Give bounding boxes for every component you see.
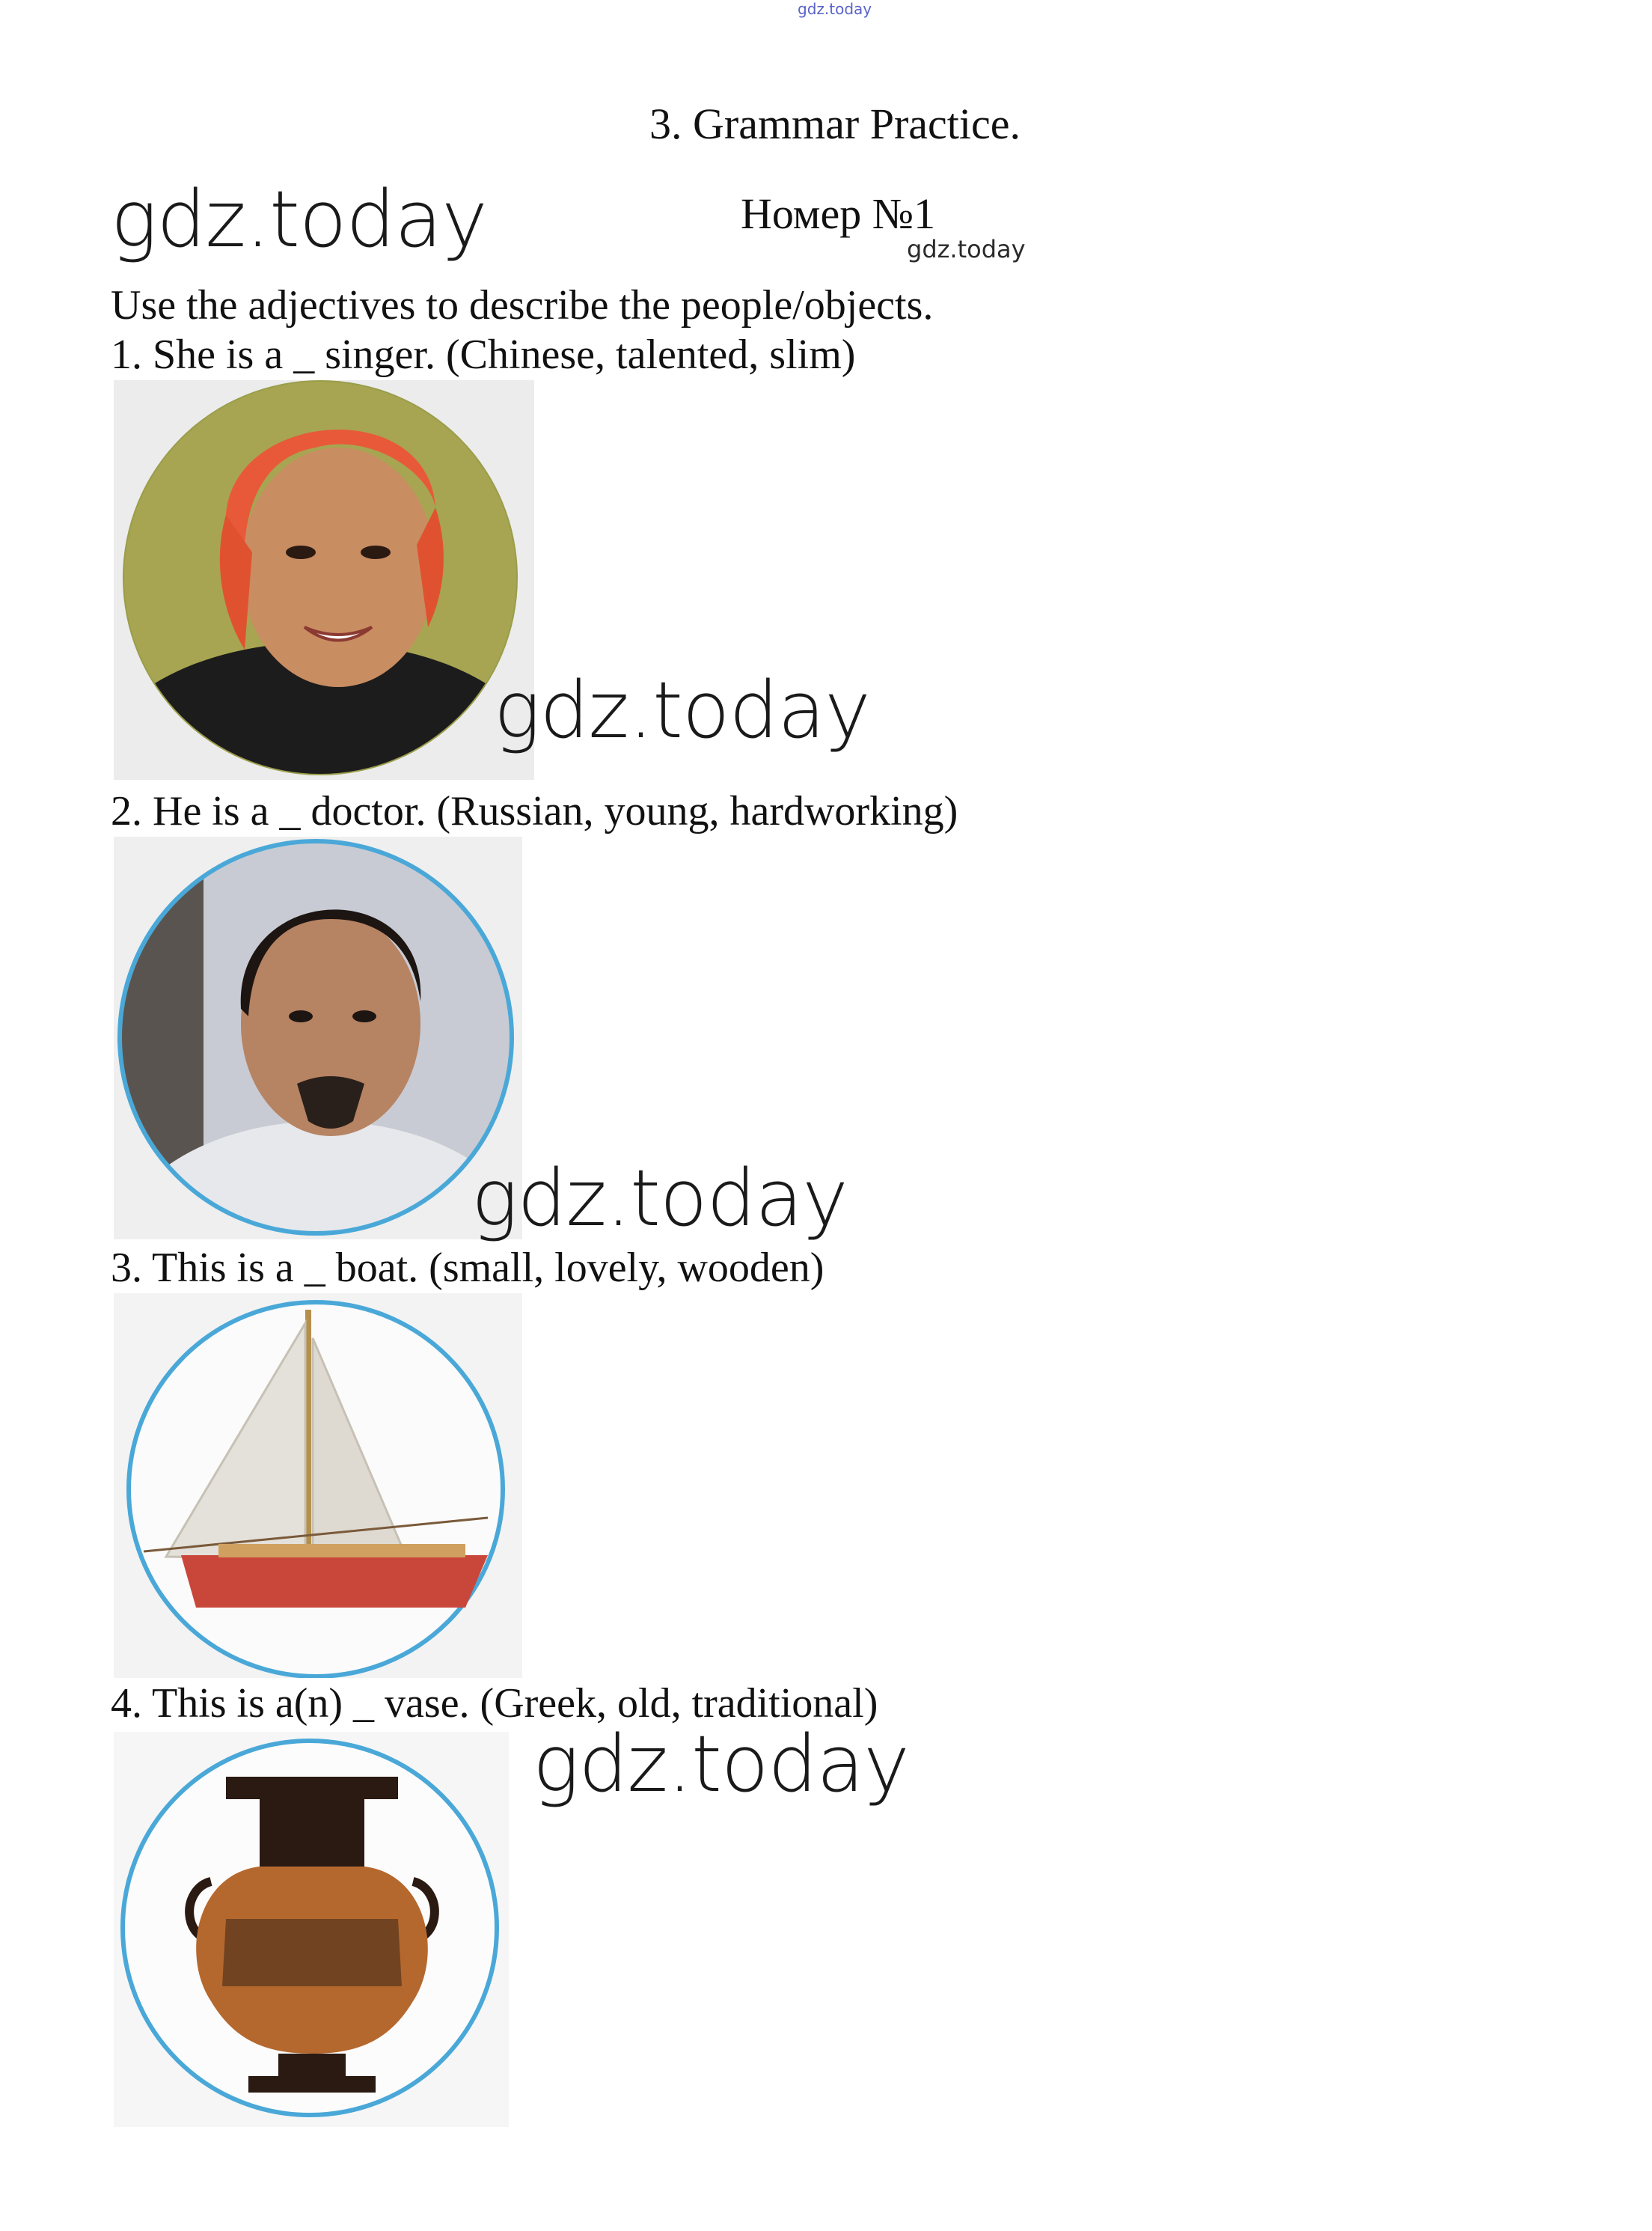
top-watermark: gdz.today <box>798 0 872 18</box>
watermark-small: gdz.today <box>907 235 1026 263</box>
exercise-item-3: 3. This is a _ boat. (small, lovely, wooden) <box>111 1245 825 1291</box>
exercise-item-2: 2. He is a _ doctor. (Russian, young, hardworking) <box>111 788 958 834</box>
boat-picture <box>114 1293 522 1678</box>
instruction-text: Use the adjectives to describe the people/objects. <box>111 282 934 329</box>
exercise-item-1: 1. She is a _ singer. (Chinese, talented, slim) <box>111 332 856 378</box>
vase-picture <box>114 1732 509 2127</box>
task-number: Номер №1 <box>741 189 936 238</box>
watermark-overlay-1: gdz.today <box>494 665 870 756</box>
watermark-large: gdz.today <box>111 174 487 265</box>
doctor-photo <box>114 837 522 1239</box>
watermark-overlay-2: gdz.today <box>471 1153 848 1244</box>
exercise-item-4: 4. This is a(n) _ vase. (Greek, old, traditional) <box>111 1680 878 1727</box>
watermark-overlay-4: gdz.today <box>533 1718 909 1810</box>
singer-photo <box>114 380 534 780</box>
section-title: 3. Grammar Practice. <box>649 100 1021 148</box>
